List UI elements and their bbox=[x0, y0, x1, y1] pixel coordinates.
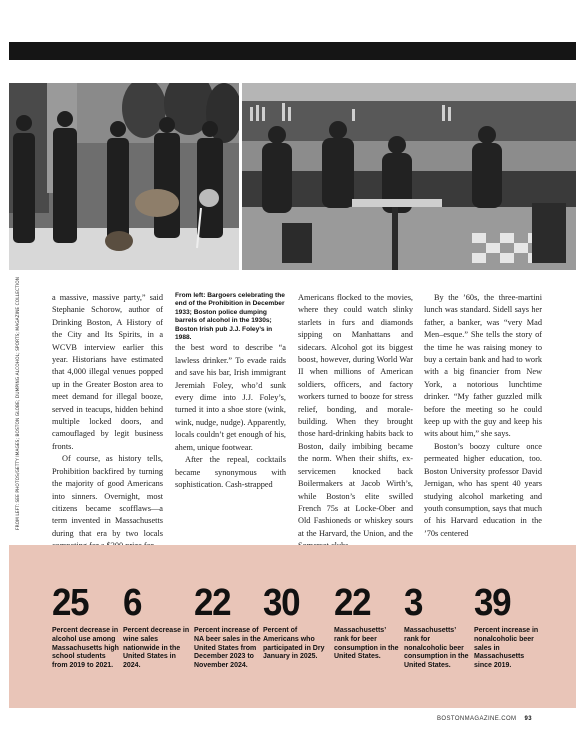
paragraph: Boston’s boozy culture once permeated higher education, too. Boston University professor David Jernigan, who has spent 40 years studying alcohol marketing and youth consumption, says that much of his Harvard education in the ’70s centered bbox=[424, 441, 542, 538]
photo-caption: From left: Bargoers celebrating the end of the Prohibition in December 1933; Boston police dumping barrels of alcohol in the 1930s; Boston Irish pub J.J. Foley’s in 1988. bbox=[175, 292, 285, 342]
article-column-4 bbox=[424, 292, 542, 540]
site-name: BOSTONMAGAZINE.COM bbox=[437, 716, 517, 722]
stat-number: 25 bbox=[52, 582, 89, 624]
paragraph: After the repeal, cocktails became synonymous with sophistication. Cash-strapped bbox=[175, 455, 286, 489]
article-column-2 bbox=[175, 292, 286, 491]
stat-number: 22 bbox=[334, 582, 371, 624]
article-column-1 bbox=[52, 292, 163, 553]
stat-item bbox=[263, 582, 331, 662]
stat-description: Percent of Americans who participated in Dry January in 2025. bbox=[263, 627, 325, 661]
paragraph: By the ’60s, the three-martini lunch was standard. Sidell says her father, a banker, was “very Mad Men–esque.” She tells the story of the time he was raising money to buy a certain bank and had to work with a big financier from New York, a notorious lunchtime drinker. “My father guzzled milk before the meeting so he could keep up with the guy and keep his wits about him,” she says. bbox=[424, 293, 542, 439]
photo-credit: FROM LEFT: SEE PHOTOS/GETTY IMAGES; BOSTON GLOBE; DUMPING ALCOHOL; SPORTS; MAGAZINE COLLECTION bbox=[16, 276, 21, 530]
stats-panel bbox=[9, 545, 576, 708]
stat-number: 22 bbox=[194, 582, 231, 624]
stat-item bbox=[474, 582, 542, 671]
stat-description: Percent increase of NA beer sales in the United States from December 2023 to November 2024. bbox=[194, 627, 261, 670]
stat-item bbox=[404, 582, 472, 671]
stat-number: 6 bbox=[123, 582, 142, 624]
paragraph: Of course, as history tells, Prohibition backfired by turning the majority of good Americans into sinners. Overnight, most citizens became scofflaws—a term invented in Massachusetts during that era by two locals bbox=[52, 454, 163, 538]
stat-number: 3 bbox=[404, 582, 423, 624]
stat-description: Percent decrease in alcohol use among Massachusetts high school students from 2019 to 2021. bbox=[52, 627, 119, 670]
police-barrels-photo bbox=[9, 83, 239, 270]
stat-description: Percent decrease in wine sales nationwide in the United States in 2024. bbox=[123, 627, 190, 670]
stat-description: Massachusetts’ rank for beer consumption in the United States. bbox=[334, 627, 399, 661]
stat-description: Percent increase in nonalcoholic beer sales in Massachusetts since 2019. bbox=[474, 627, 539, 670]
stat-item bbox=[123, 582, 191, 671]
stat-item bbox=[52, 582, 120, 671]
pub-interior-photo bbox=[242, 83, 576, 270]
page-footer bbox=[437, 716, 532, 722]
paragraph: a massive, massive party,” said Stephanie Schorow, author of Drinking Boston, A History of the City and Its Spirits, in a WCVB interview earlier this year. Historians have estimated that 4,000 illegal venues popped up in the Greater Boston area to meet demand for illegal booze, served in teacups, hidden behind multiple locked doors, and camouflaged by legit business fronts. bbox=[52, 293, 163, 451]
stat-number: 39 bbox=[474, 582, 511, 624]
header-bar bbox=[9, 42, 576, 60]
stat-description: Massachusetts’ rank for nonalcoholic beer consumption in the United States. bbox=[404, 627, 469, 670]
stat-item bbox=[194, 582, 262, 671]
paragraph: Americans flocked to the movies, where they could watch slinky starlets in furs and diamonds sipping on Manhattans and sidecars. Alcohol got its biggest boost, however, during World War II when millions of American soldiers, officers, and factory workers turned to booze for stress relief, bonding, and morale-building. When they brought those hard-drinking habits back to Boston, daily imbibing became the norm. When their shifts, ex-servicemen knocked back Boilermakers at Jacob Wirth’s, while Boston’s elite swilled French 75s at Locke-Ober and Old Fashioneds or whiskey sours at the Harvard, the Union, and the bbox=[298, 293, 413, 538]
article-column-3 bbox=[298, 292, 413, 553]
paragraph: the best word to describe “a lawless drinker.” To evade raids and save his bar, Irish immigrant Jeremiah Foley, who’d sunk every dime into J.J. Foley’s, turned it into a shoe store (wink, wink, nudge, nudge). Apparently, locals couldn’t get enough of his, ahem, unique footwear. bbox=[175, 343, 286, 452]
stat-number: 30 bbox=[263, 582, 300, 624]
stat-item bbox=[334, 582, 402, 662]
page-number: 93 bbox=[524, 716, 532, 722]
